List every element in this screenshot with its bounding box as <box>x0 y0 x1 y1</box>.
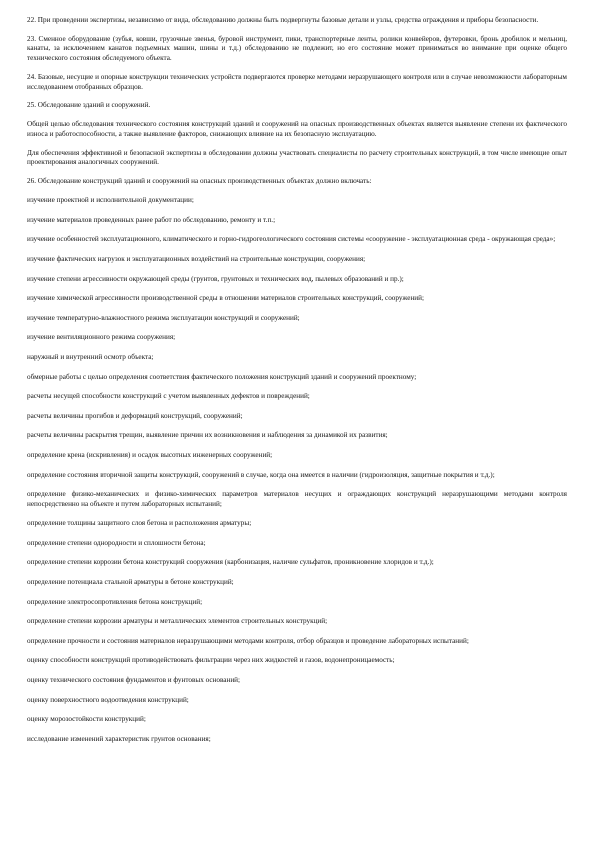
list-item: оценку способности конструкций противодействовать фильтрации через них жидкостей и газов, водонепроницаемость; <box>27 656 395 665</box>
list-item: изучение степени агрессивности окружающей среды (грунтов, грунтовых и технических вод, пылевых образований и пр.); <box>27 274 404 283</box>
list-item: определение степени коррозии бетона конструкций сооружения (карбонизация, наличие сульфатов, проникновение хлоридов и т.д.); <box>27 558 434 567</box>
list-item: изучение химической агрессивности производственной среды в отношении материалов строительных конструкций, сооружений; <box>27 294 424 303</box>
list-item: определение толщины защитного слоя бетона и расположения арматуры; <box>27 519 252 528</box>
list-item: исследование изменений характеристик грунтов основания; <box>27 734 211 743</box>
list-item: определение крена (искривления) и осадок высотных инженерных сооружений; <box>27 450 273 459</box>
list-item: расчеты несущей способности конструкций с учетом выявленных дефектов и повреждений; <box>27 392 310 401</box>
paragraph-22: 22. При проведении экспертизы, независимо от вида, обследованию должны быть подвергнуты базовые детали и узлы, средства ограждения и приборы безопасности. <box>27 16 539 24</box>
list-item: изучение проектной и исполнительной документации; <box>27 196 194 205</box>
paragraph-24: 24. Базовые, несущие и опорные конструкции технических устройств подвергаются проверке методами неразрушающего контроля или в случае невозможности лабораторным исследованием отобранных образцов. <box>27 72 567 91</box>
list-item: оценку поверхностного водоотведения конструкций; <box>27 695 189 704</box>
list-item: обмерные работы с целью определения соответствия фактического положения конструкций зданий и сооружений проектному; <box>27 372 417 381</box>
list-item: определение степени однородности и сплошности бетона; <box>27 538 206 547</box>
paragraph-specialists: Для обеспечения эффективной и безопасной экспертизы в обследовании должны участвовать специалисты по расчету строительных конструкций, в том числе имеющие опыт проектирования аналогичных сооружений. <box>27 148 567 167</box>
list-item: наружный и внутренний осмотр объекта; <box>27 352 154 361</box>
paragraph-23: 23. Сменное оборудование (зубья, ковши, грузочные звенья, буровой инструмент, пики, транспортерные ленты, ролики конвейеров, футеровки, бронь дробилок и мельниц, канаты, за исключением канатов подъемных машин, шины и т.д.) обследованию не подлежит, но его состояние может приниматься во внимание при оценке общего технического состояния обследуемого объекта. <box>27 34 567 63</box>
list-item: изучение температурно-влажностного режима эксплуатации конструкций и сооружений; <box>27 313 300 322</box>
list-item: определение степени коррозии арматуры и металлических элементов строительных конструкций; <box>27 617 328 626</box>
paragraph-general-purpose: Общей целью обследования технического состояния конструкций зданий и сооружений на опасных производственных объектах является выявление степени их фактического износа и работоспособности, а также выявление факторов, снижающих влияние на их безопасную эксплуатацию. <box>27 120 567 138</box>
document-page <box>27 16 567 754</box>
list-item: определение электросопротивления бетона конструкций; <box>27 597 203 606</box>
list-item: изучение особенностей эксплуатационного, климатического и горно-гидрогеологического состояния системы «сооружение - эксплуатационная среда - окружающая среда»; <box>27 235 556 244</box>
list-item: изучение материалов проведенных ранее работ по обследованию, ремонту и т.п.; <box>27 215 276 224</box>
list-item: расчеты величины прогибов и деформаций конструкций, сооружений; <box>27 411 243 420</box>
list-item: изучение вентиляционного режима сооружения; <box>27 333 176 342</box>
paragraph-25-heading: 25. Обследование зданий и сооружений. <box>27 101 151 110</box>
list-item: определение прочности и состояния материалов неразрушающими методами контроля, отбор образцов и проведение лабораторных испытаний; <box>27 636 469 645</box>
list-item: определение физико-механических и физико-химических параметров материалов несущих и ограждающих конструкций неразрушающими методами контроля непосредственно на объекте и путем лабораторных испытаний; <box>27 490 567 508</box>
list-item: оценку технического состояния фундаментов и фунтовых оснований; <box>27 676 241 685</box>
list-item: изучение фактических нагрузок и эксплуатационных воздействий на строительные конструкции, сооружения; <box>27 254 366 263</box>
list-item: оценку морозостойкости конструкций; <box>27 715 146 724</box>
list-item: расчеты величины раскрытия трещин, выявление причин их возникновения и наблюдения за динамикой их развития; <box>27 431 388 440</box>
paragraph-26: 26. Обследование конструкций зданий и сооружений на опасных производственных объектах должно включать: <box>27 177 372 186</box>
list-item: определение состояния вторичной защиты конструкций, сооружений в случае, когда она имеется в наличии (гидроизоляция, защитные покрытия и т.д.); <box>27 470 495 479</box>
list-item: определение потенциала стальной арматуры в бетоне конструкций; <box>27 578 234 587</box>
